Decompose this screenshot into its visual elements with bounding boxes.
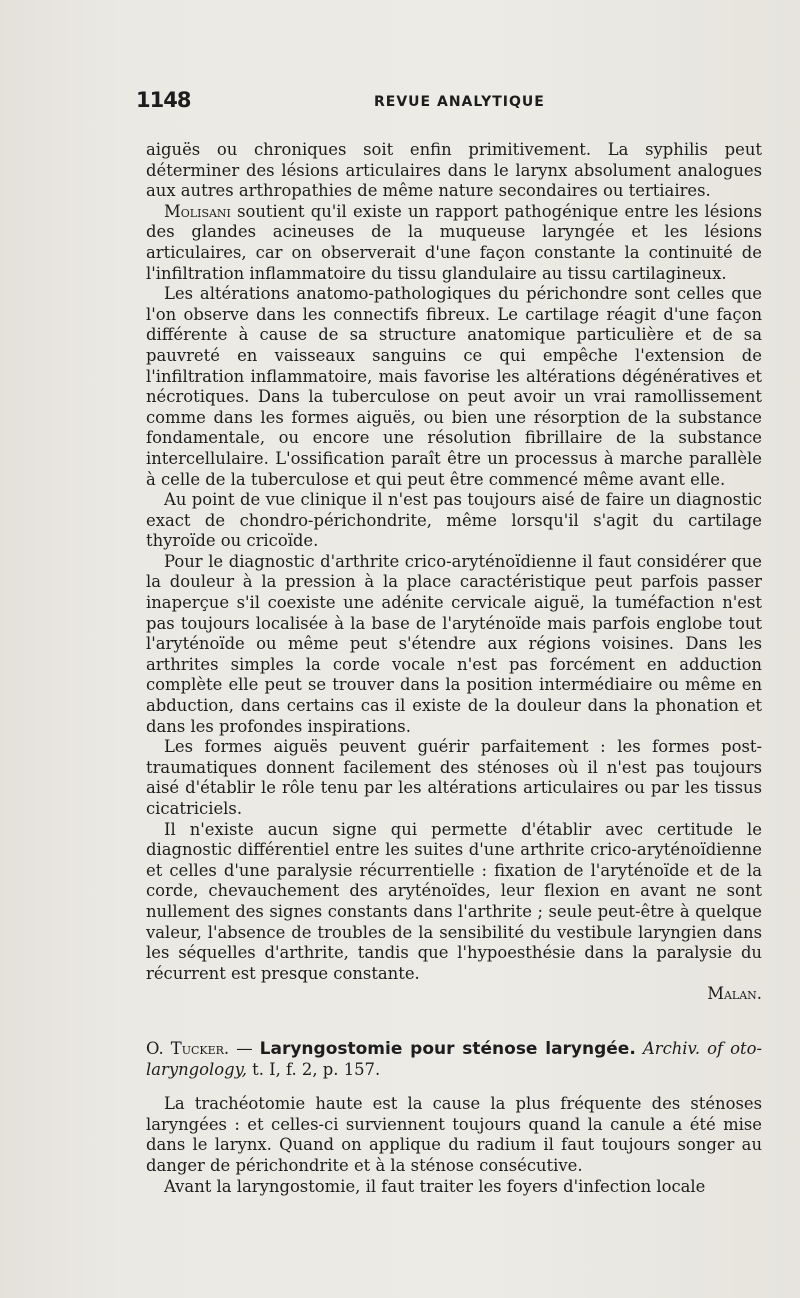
page-number: 1148	[136, 88, 191, 112]
paragraph-text: soutient qu'il existe un rapport pathogénique entre les lésions des glandes acineuses de la muqueuse laryngée et les lésions articulaires, car on observerait d'une façon constante la continuité de l'infiltration inflammatoire du tissu glandulaire au tissu cartilagineux.	[146, 201, 762, 283]
running-head: REVUE ANALYTIQUE	[374, 94, 545, 110]
section-spacer	[146, 1005, 762, 1019]
paragraph-text: Il n'existe aucun signe qui permette d'établir avec certitude le diagnostic différentiel entre les suites d'une arthrite crico-aryténoïdienne et celles d'une paralysie récurrentielle : fixation de l'aryténoïde et de la corde, chevauchement des aryténoïdes, leur flexion en avant ne sont nullement des signes constants dans l'arthrite ; seule peut-être à quelque valeur, l'absence de troubles de la sensibilité du vestibule laryngien dans les séquelles d'arthrite, tandis que l'hypoesthésie dans la paralysie du récurrent est presque constante.	[146, 819, 762, 983]
article-title: Laryngostomie pour sténose laryngée.	[259, 1038, 636, 1059]
paragraph-clinique: Au point de vue clinique il n'est pas toujours aisé de faire un diagnostic exact de chondro-périchondrite, même lorsqu'il s'agit du cartilage thyroïde ou cricoïde.	[146, 490, 762, 551]
article-paragraph: Avant la laryngostomie, il faut traiter les foyers d'infection locale	[164, 1176, 706, 1196]
article-paragraph: La trachéotomie haute est la cause la plus fréquente des sténoses laryngées : et celles-ci surviennent toujours quand la canule a été mise dans le larynx. Quand on applique du radium il faut toujours songer au danger de périchondrite et à la sténose consécutive.	[146, 1094, 762, 1175]
article-citation: t. I, f. 2, p. 157.	[246, 1059, 381, 1079]
paragraph-signe	[146, 820, 762, 1005]
article-heading	[146, 1039, 762, 1080]
paragraph-molisani	[146, 202, 762, 284]
paragraph-anatomo: Les altérations anatomo-pathologiques du périchondre sont celles que l'on observe dans les connectifs fibreux. Le cartilage réagit d'une façon différente à cause de sa structure anatomique particulière et de sa pauvreté en vaisseaux sanguins ce qui empêche l'extension de l'infiltration inflammatoire, mais favorise les altérations dégénératives et nécrotiques. Dans la tuberculose on peut avoir un vrai ramollissement comme dans les formes aiguës, ou bien une résorption de la substance fondamentale, ou encore une résolution fibrillaire de la substance intercellulaire. L'ossification paraît être un processus à marche parallèle à celle de la tuberculose et qui peut être commencé même avant elle.	[146, 284, 762, 489]
article-author: O. Tucker.	[146, 1038, 230, 1058]
paragraph-formes: Les formes aiguës peuvent guérir parfaitement : les formes post-traumatiques donnent facilement des sténoses où il n'est pas toujours aisé d'établir le rôle tenu par les altérations articulaires ou par les tissus cicatriciels.	[146, 737, 762, 818]
paragraph-continuation: aiguës ou chroniques soit enfin primitivement. La syphilis peut déterminer des lésions articulaires dans le larynx absolument analogues aux autres arthropathies de même nature secondaires ou tertiaires.	[146, 140, 762, 201]
body-text	[146, 140, 762, 1197]
article-journal: Archiv. of oto-laryngology,	[146, 1038, 762, 1079]
paragraph-diagnostic: Pour le diagnostic d'arthrite crico-aryténoïdienne il faut considérer que la douleur à la pression à la place caractéristique peut parfois passer inaperçue s'il coexiste une adénite cervicale aiguë, la tuméfaction n'est pas toujours localisée à la base de l'aryténoïde mais parfois englobe tout l'aryténoïde ou même peut s'étendre aux régions voisines. Dans les arthrites simples la corde vocale n'est pas forcément en adduction complète elle peut se trouver dans la position intermédiaire ou même en abduction, dans certains cas il existe de la douleur dans la phonation et dans les profondes inspirations.	[146, 551, 762, 736]
section-spacer	[146, 1080, 762, 1094]
author-name: Molisani	[164, 201, 231, 221]
page-header	[136, 88, 756, 118]
signature: Malan.	[707, 984, 762, 1004]
article-dash: —	[229, 1038, 260, 1058]
